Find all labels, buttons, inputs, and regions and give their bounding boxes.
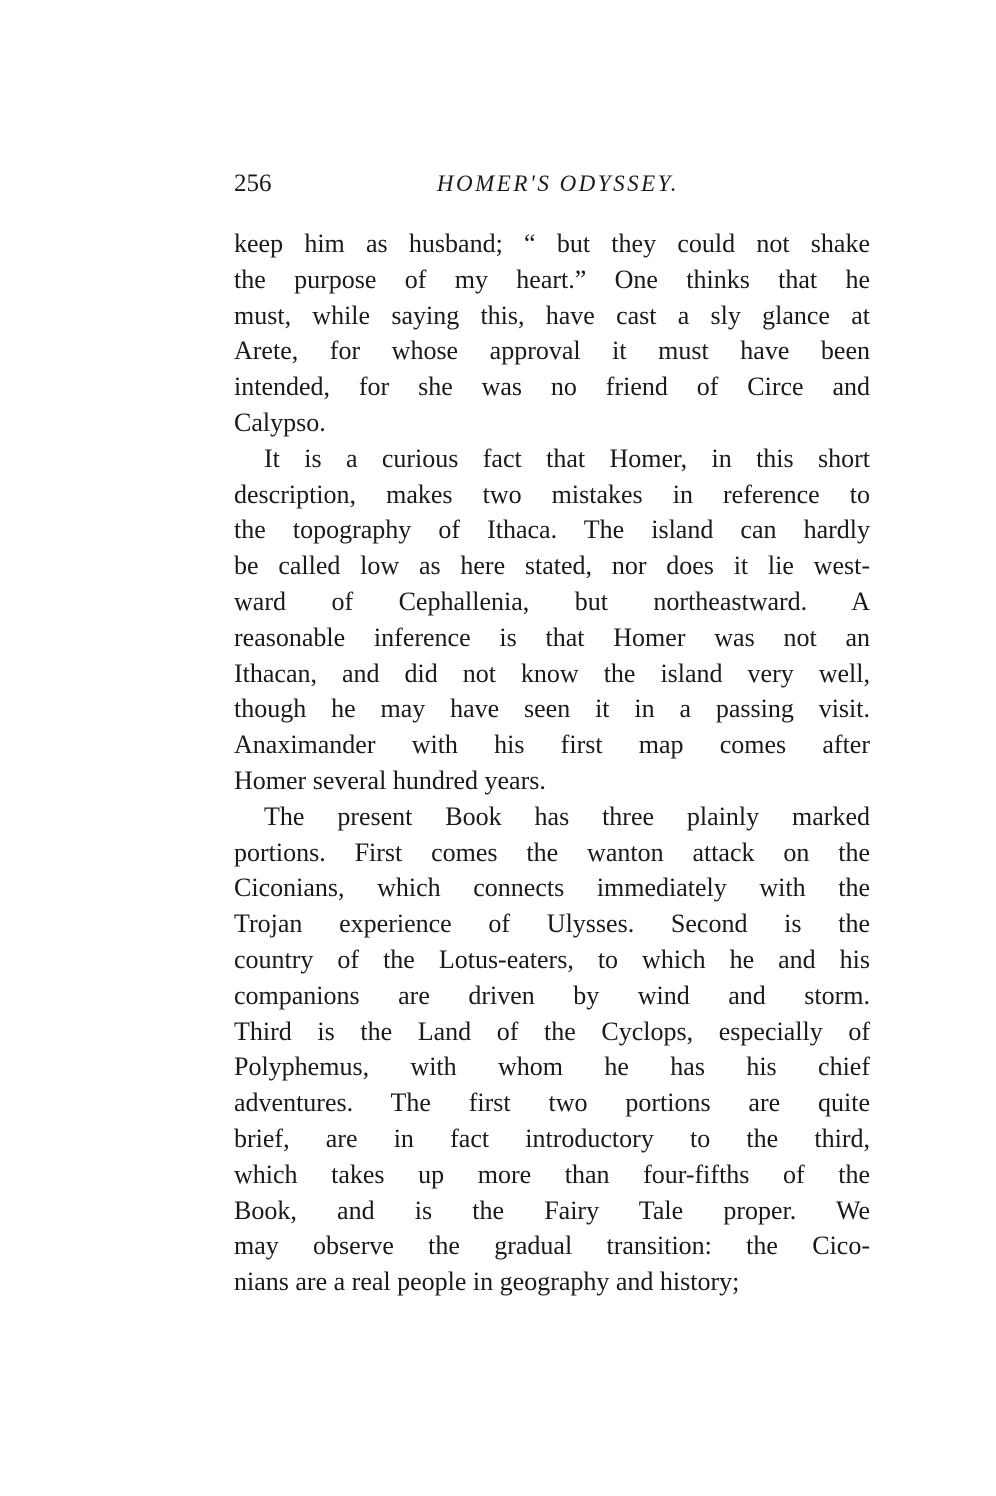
- paragraph: [234, 799, 870, 1300]
- text-line: reasonable inference is that Homer was not an: [234, 622, 870, 652]
- text-line: adventures. The first two portions are quite: [234, 1088, 870, 1118]
- text-line: Homer several hundred years.: [234, 765, 546, 795]
- text-line: the topography of Ithaca. The island can hardly: [234, 515, 870, 545]
- page-header: [234, 166, 870, 206]
- text-line: intended, for she was no friend of Circe and: [234, 372, 870, 402]
- text-line: Third is the Land of the Cyclops, especially of: [234, 1016, 870, 1046]
- text-line: be called low as here stated, nor does it lie west-: [234, 551, 870, 581]
- paragraph: [234, 441, 870, 799]
- running-title: HOMER'S ODYSSEY.: [436, 171, 680, 196]
- text-line: Calypso.: [234, 407, 326, 437]
- text-line: Book, and is the Fairy Tale proper. We: [234, 1195, 870, 1225]
- text-line: which takes up more than four-fifths of the: [234, 1159, 870, 1189]
- page-number: 256: [234, 170, 272, 197]
- text-line: Ciconians, which connects immediately with the: [234, 873, 870, 903]
- text-line: The present Book has three plainly marked: [264, 801, 870, 831]
- paragraph: [234, 226, 870, 441]
- text-line: portions. First comes the wanton attack on the: [234, 837, 870, 867]
- text-line: brief, are in fact introductory to the third,: [234, 1123, 870, 1153]
- text-line: Polyphemus, with whom he has his chief: [234, 1052, 870, 1082]
- text-line: nians are a real people in geography and history;: [234, 1267, 740, 1297]
- text-line: may observe the gradual transition: the Cico-: [234, 1231, 870, 1261]
- text-line: Anaximander with his first map comes after: [234, 730, 870, 760]
- text-line: country of the Lotus-eaters, to which he and his: [234, 944, 870, 974]
- text-line: Ithacan, and did not know the island very well,: [234, 658, 870, 688]
- text-line: keep him as husband; “ but they could not shake: [234, 229, 870, 258]
- text-line: It is a curious fact that Homer, in this short: [264, 443, 870, 473]
- text-line: description, makes two mistakes in reference to: [234, 479, 870, 509]
- body-text: [234, 226, 870, 1300]
- text-line: must, while saying this, have cast a sly glance at: [234, 300, 870, 330]
- text-line: though he may have seen it in a passing visit.: [234, 694, 870, 724]
- text-line: the purpose of my heart.” One thinks that he: [234, 264, 870, 294]
- text-line: Arete, for whose approval it must have been: [234, 336, 870, 366]
- text-line: Trojan experience of Ulysses. Second is the: [234, 909, 870, 939]
- text-line: companions are driven by wind and storm.: [234, 980, 870, 1010]
- text-line: ward of Cephallenia, but northeastward. A: [234, 586, 870, 616]
